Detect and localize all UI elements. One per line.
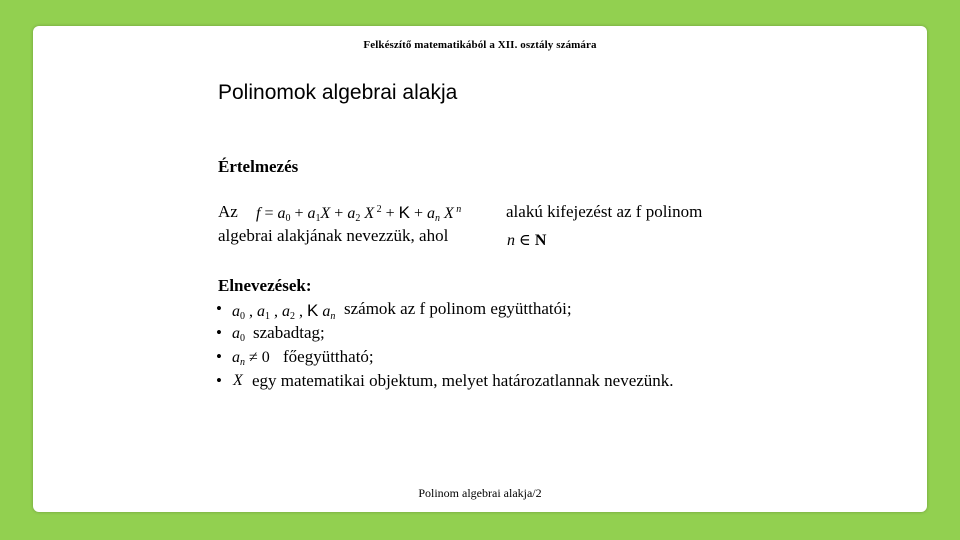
leading-coefficient-formula: $a_n \ne 0$ xyxy=(232,349,270,368)
page-title: Polinomok algebrai alakja xyxy=(218,81,458,104)
slide-header: Felkészítő matematikából a XII. osztály számára xyxy=(363,39,597,51)
naming-item-1-text: számok az f polinom együtthatói; xyxy=(344,299,572,318)
condition-formula: n ∈ N xyxy=(507,232,547,249)
bullet: • xyxy=(216,299,222,318)
definition-suffix: alakú kifejezést az f polinom xyxy=(506,202,703,221)
slide-footer: Polinom algebrai alakja/2 xyxy=(418,486,542,500)
free-term-formula: $a_0$ xyxy=(232,325,245,344)
naming-heading: Elnevezések: xyxy=(218,276,312,295)
definition-line2: algebrai alakjának nevezzük, ahol xyxy=(218,226,449,245)
polynomial-formula: $f = a_0 + a_1X + a_2$ X $^2 + K + a_n$ X $^n$ xyxy=(256,203,462,224)
naming-item-2-text: szabadtag; xyxy=(253,323,325,342)
naming-item-3-text: főegyüttható; xyxy=(283,347,374,366)
slide xyxy=(33,26,927,512)
bullet: • xyxy=(216,323,222,342)
definition-heading: Értelmezés xyxy=(218,157,299,176)
definition-prefix: Az xyxy=(218,202,238,221)
indeterminate-formula: X xyxy=(233,372,243,389)
coefficients-formula: $a_0$ , $a_1$ , $a_2$ , K $a_n$ xyxy=(232,301,336,322)
bullet: • xyxy=(216,347,222,366)
naming-item-4-text: egy matematikai objektum, melyet határozatlannak nevezünk. xyxy=(252,371,674,390)
bullet: • xyxy=(216,371,222,390)
